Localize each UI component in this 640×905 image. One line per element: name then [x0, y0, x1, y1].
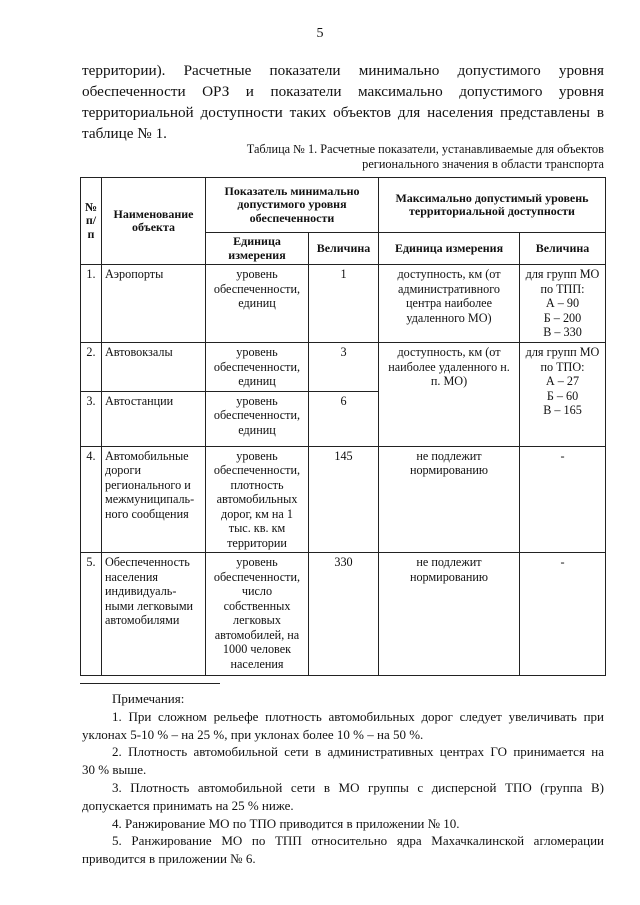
max-value-line: А – 90 — [545, 296, 580, 310]
note-line: уклонах 5-10 % – на 25 %, при уклонах более 10 % – на 50 %. — [82, 726, 424, 742]
note-line: 30 % выше. — [82, 762, 147, 778]
page-number: 5 — [316, 26, 324, 41]
header-value-2: Величина — [520, 233, 606, 265]
row-max-unit: доступность, км (от наиболее удаленного н. п. МО) — [379, 343, 520, 447]
row-min-value: 1 — [309, 265, 379, 343]
max-value-line: для групп МО — [525, 345, 600, 359]
table-caption — [200, 142, 604, 172]
row-min-unit: уровень обеспеченности, единиц — [206, 391, 309, 446]
row-min-value: 3 — [309, 343, 379, 392]
header-unit: Единица измерения — [206, 233, 309, 265]
caption-line: Таблица № 1. Расчетные показатели, устанавливаемые для объектов — [246, 142, 604, 156]
note-line: 1. При сложном рельефе плотность автомобильных дорог следует увеличивать при — [112, 708, 604, 724]
max-value-line: Б – 60 — [546, 388, 579, 403]
row-min-unit: уровень обеспеченности, единиц — [206, 343, 309, 392]
header-name: Наименование объекта — [102, 178, 206, 265]
header-min-group: Показатель минимально допустимого уровня обеспеченности — [206, 178, 379, 233]
max-value-line: по ТПО: — [540, 359, 585, 374]
row-num: 4. — [81, 446, 102, 553]
note-line: 3. Плотность автомобильной сети в МО группы с дисперсной ТПО (группа В) — [112, 779, 604, 795]
caption-line: регионального значения в области транспорта — [362, 157, 604, 171]
table-row — [81, 265, 606, 343]
row-min-value: 145 — [309, 446, 379, 553]
row-max-value: - — [520, 553, 606, 676]
table-row — [81, 446, 606, 553]
row-min-value: 330 — [309, 553, 379, 676]
row-max-value — [520, 343, 606, 447]
note-line: 5. Ранжирование МО по ТПП относительно ядра Махачкалинской агломерации — [112, 833, 604, 849]
row-max-unit: не подлежит нормированию — [379, 446, 520, 553]
intro-line: территориальной доступности таких объектов для населения представлены в — [82, 104, 604, 121]
row-num: 5. — [81, 553, 102, 676]
header-value: Величина — [309, 233, 379, 265]
note-line: приводится в приложении № 6. — [82, 851, 256, 867]
row-name: Автостанции — [102, 391, 206, 446]
max-value-line: по ТПП: — [540, 281, 585, 296]
row-num: 2. — [81, 343, 102, 392]
max-value-line: для групп МО — [525, 267, 600, 281]
row-min-unit: уровень обеспеченности, единиц — [206, 265, 309, 343]
indicators-table — [80, 177, 606, 676]
max-value-line: В – 165 — [543, 403, 582, 417]
intro-line: территории). Расчетные показатели минимально допустимого уровня — [82, 62, 604, 79]
row-num: 1. — [81, 265, 102, 343]
header-unit-2: Единица измерения — [379, 233, 520, 265]
row-min-unit: уровень обеспеченности, число собственных легковых автомобилей, на 1000 человек населения — [206, 553, 309, 676]
max-value-line: Б – 200 — [543, 310, 582, 325]
row-name: Аэропорты — [102, 265, 206, 343]
intro-line: обеспеченности ОРЗ и показатели максимально допустимого уровня — [82, 83, 604, 100]
row-name: Обеспеченность населения индивидуаль-ными легковыми автомобилями — [102, 553, 206, 676]
row-name: Автовокзалы — [102, 343, 206, 392]
header-max-group: Максимально допустимый уровень территориальной доступности — [379, 178, 606, 233]
intro-paragraph — [82, 60, 604, 144]
row-num: 3. — [81, 391, 102, 446]
max-value-line: В – 330 — [543, 325, 582, 339]
row-max-unit: не подлежит нормированию — [379, 553, 520, 676]
notes-section — [82, 690, 604, 868]
note-line: допускается принимать на 25 % ниже. — [82, 797, 294, 813]
intro-line: таблице № 1. — [82, 125, 167, 142]
table-row — [81, 343, 606, 392]
row-name: Автомобильные дороги регионального и межмуниципаль-ного сообщения — [102, 446, 206, 553]
header-num: № п/п — [81, 178, 102, 265]
note-line: 4. Ранжирование МО по ТПО приводится в приложении № 10. — [112, 815, 460, 831]
footnote-divider — [80, 683, 220, 684]
table-row — [81, 553, 606, 676]
notes-title: Примечания: — [112, 691, 185, 706]
note-line: 2. Плотность автомобильной сети в административных центрах ГО принимается на — [112, 744, 604, 760]
row-min-unit: уровень обеспеченности, плотность автомобильных дорог, км на 1 тыс. кв. км территории — [206, 446, 309, 553]
max-value-line: А – 27 — [545, 374, 580, 388]
row-max-unit: доступность, км (от административного центра наиболее удаленного МО) — [379, 265, 520, 343]
row-max-value: - — [520, 446, 606, 553]
row-min-value: 6 — [309, 391, 379, 446]
row-max-value — [520, 265, 606, 343]
